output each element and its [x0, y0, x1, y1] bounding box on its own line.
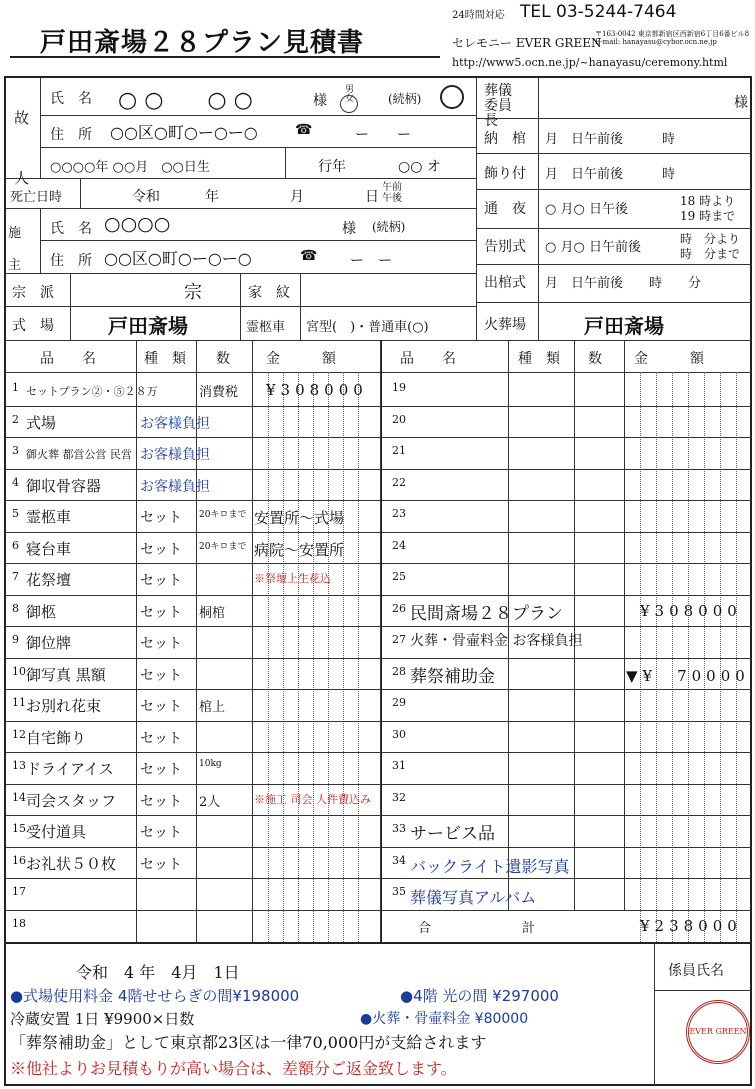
items-header-qty-right: 数 [588, 351, 602, 367]
phone-icon: ☎ [295, 122, 313, 138]
schedule-row-label: 出棺式 [484, 275, 526, 291]
item-kind: セット [140, 636, 182, 652]
divider [654, 942, 655, 1086]
divider [285, 147, 286, 178]
divider [6, 469, 752, 470]
death-date-label: 死亡日時 [10, 190, 63, 205]
items-header-amount-right: 金 額 [634, 351, 704, 367]
item-quantity: 桐棺 [199, 605, 226, 621]
item-number: 12 [12, 727, 26, 741]
note-refund: ※他社よりお見積もりが高い場合は、差額分ご返金致します。 [10, 1059, 457, 1078]
schedule-row-label: 納 棺 [484, 131, 526, 147]
item-number: 25 [392, 570, 406, 583]
estimate-date: 令和 4 年 4月 1日 [76, 963, 240, 982]
item-quantity: 10kg [199, 759, 222, 769]
schedule-row-value: 月 日午前後 時 分 [545, 276, 702, 291]
note-hikari-fee: ●4階 光の間 ¥297000 [400, 987, 559, 1005]
deceased-section-text: 故人 [14, 109, 30, 187]
item-name: 葬儀写真アルバム [410, 888, 537, 907]
item-name: 受付道具 [26, 823, 87, 841]
death-ampm: 午前 午後 [382, 182, 402, 204]
item-amount: ¥308000 [640, 601, 742, 620]
divider [40, 78, 41, 178]
hearse-value: 宮型( )・普通車(○) [306, 320, 429, 335]
divider [6, 208, 476, 209]
item-amount: 病院～安置所 [254, 540, 345, 559]
schedule-row-to: 時 分まで [680, 247, 741, 261]
divider [240, 273, 241, 340]
item-name: 式場 [26, 413, 57, 432]
item-number: 4 [12, 475, 19, 489]
items-header-qty: 数 [216, 351, 230, 367]
divider [300, 306, 301, 340]
chief-tel-dash: ー ー [350, 253, 392, 269]
item-number: 28 [392, 664, 406, 678]
item-name: 御位牌 [26, 634, 72, 652]
item-amount: ¥308000 [266, 381, 368, 399]
item-number: 1 [12, 381, 19, 394]
item-number: 6 [12, 538, 19, 552]
divider [6, 178, 476, 179]
item-quantity: 20キロまで [199, 510, 247, 520]
item-kind: お客様負担 [140, 415, 210, 432]
item-number: 30 [392, 727, 406, 741]
item-name: サービス品 [410, 824, 495, 844]
item-name: 民間斎場２８プラン [410, 603, 563, 624]
company-stamp [686, 1000, 750, 1064]
divider [654, 990, 752, 991]
deceased-name-label: 氏 名 [50, 91, 92, 107]
item-name: 花祭壇 [26, 571, 72, 589]
item-quantity: 20キロまで [199, 541, 247, 552]
item-number: 19 [392, 381, 406, 394]
deceased-address-value: ○○区○町○ー○ー○ [110, 123, 258, 142]
schedule-row-value: 月 日午前後 時 [545, 132, 676, 147]
item-number: 33 [392, 822, 406, 835]
item-name: 御火葬 都営公営 民営 [26, 448, 132, 461]
relation-circle [440, 85, 464, 109]
total-label: 合 計 [418, 920, 536, 936]
phone-icon: ☎ [300, 248, 318, 264]
schedule-row-value: 月 日午前後 時 [545, 167, 676, 182]
hearse-label: 霊柩車 [246, 320, 286, 335]
age-label: 行年 [318, 159, 346, 175]
item-amount: ※施工 司会 人件費込み [254, 792, 371, 806]
item-number: 14 [12, 790, 26, 804]
schedule-row-value: ○ 月○ 日午前後 [545, 240, 641, 255]
item-number: 18 [12, 916, 26, 930]
venue-value: 戸田斎場 [108, 314, 188, 338]
items-header-name: 品 名 [40, 351, 96, 367]
schedule-row-from: 時 分より [680, 232, 741, 246]
item-name: 御柩 [26, 602, 57, 621]
item-number: 27 [392, 633, 406, 646]
gender-selector: 男女 [345, 85, 355, 104]
item-amount: ▼¥ 70000 [626, 666, 750, 685]
company-address: 〒163-0042 東京都新宿区西新宿6丁目6番ビル8 E-mail: hanayasu@cybor.ocn.ne.jp [595, 30, 750, 46]
item-amount: 安置所～式場 [254, 509, 345, 527]
item-kind: お客様負担 [140, 478, 210, 495]
venue-label: 式 場 [12, 318, 54, 334]
item-number: 32 [392, 790, 406, 804]
divider [6, 689, 752, 690]
divider [6, 942, 752, 944]
divider [40, 147, 476, 148]
item-number: 7 [12, 570, 19, 583]
divider [6, 273, 476, 274]
schedule-row-value: ○ 月○ 日午後 [545, 202, 628, 217]
item-number: 20 [392, 412, 406, 426]
item-name: 御写真 黒額 [26, 665, 106, 684]
item-kind: セット [140, 730, 182, 747]
chief-address-value: ○○区○町○ー○ー○ [104, 249, 252, 268]
religion-value: 宗 [184, 282, 202, 303]
divider [508, 340, 509, 910]
chair-label: 葬儀委員長 [484, 83, 512, 129]
item-number: 3 [12, 444, 19, 457]
schedule-row-label: 告別式 [484, 239, 526, 255]
chair-honorific: 様 [734, 95, 748, 111]
divider [6, 910, 752, 911]
schedule-row-label: 通 夜 [484, 201, 526, 217]
item-number: 29 [392, 696, 406, 709]
divider [40, 208, 41, 273]
schedule-row-from: 18 時より [680, 194, 736, 208]
divider [252, 340, 253, 942]
divider [6, 340, 752, 341]
deceased-birth: ○○○○年 ○○月 ○○日生 [50, 160, 210, 175]
item-name: 司会スタッフ [26, 791, 117, 810]
death-month: 月 [290, 189, 304, 205]
death-era: 令和 [132, 189, 160, 205]
item-kind: セット [140, 573, 182, 589]
divider [136, 340, 137, 942]
item-number: 22 [392, 475, 406, 489]
gender-circle [340, 95, 358, 113]
items-header-name-right: 品 名 [400, 351, 456, 367]
divider [476, 189, 752, 190]
divider [40, 115, 476, 116]
note-cremation-fee: ●火葬・骨壷料金 ¥80000 [360, 1011, 529, 1027]
item-number: 2 [12, 412, 19, 426]
crest-label: 家 紋 [248, 285, 290, 301]
items-header-kind: 種 類 [144, 351, 186, 367]
item-number: 5 [12, 507, 19, 520]
deceased-honorific: 様 [313, 93, 327, 109]
divider [6, 532, 752, 533]
item-kind: セット [140, 510, 182, 526]
item-number: 31 [392, 759, 406, 772]
chief-address-label: 住 所 [50, 253, 92, 269]
divider [6, 847, 752, 848]
divider [6, 306, 476, 307]
divider [80, 178, 81, 208]
items-header-amount: 金 額 [266, 351, 336, 367]
divider [574, 340, 575, 910]
item-number: 16 [12, 853, 26, 867]
hours-label: 24時間対応 [452, 10, 505, 21]
divider [300, 273, 301, 306]
item-name: 火葬・骨壷料金 お客様負担 [410, 633, 583, 649]
chief-name-value: ○○○○ [104, 213, 171, 235]
item-number: 24 [392, 538, 406, 552]
item-name: お礼状５０枚 [26, 854, 117, 873]
item-name: バックライト遺影写真 [410, 856, 570, 876]
item-number: 15 [12, 822, 26, 835]
staff-label: 係員氏名 [668, 963, 724, 979]
item-name: 自宅飾り [26, 728, 87, 747]
religion-label: 宗 派 [12, 285, 54, 301]
crematorium-value: 戸田斎場 [584, 314, 664, 338]
item-name: 霊柩車 [26, 508, 72, 526]
item-kind: セット [140, 604, 182, 621]
note-subsidy: 「葬祭補助金」として東京都23区は一律70,000円が支給されます [10, 1033, 487, 1052]
item-name: 寝台車 [26, 539, 72, 558]
item-number: 8 [12, 601, 19, 615]
divider [476, 302, 752, 303]
divider [6, 815, 752, 816]
item-number: 26 [392, 601, 406, 615]
document-title: 戸田斎場２８プラン見積書 [40, 28, 365, 58]
phone-number: TEL 03-5244-7464 [520, 2, 677, 22]
divider [6, 658, 752, 659]
schedule-row-to: 19 時まで [680, 209, 736, 223]
item-name: セットプラン②・⑤２８万 [26, 385, 158, 398]
divider [6, 500, 752, 501]
item-kind: セット [140, 699, 182, 715]
item-number: 9 [12, 633, 19, 646]
item-number: 13 [12, 759, 26, 772]
item-kind: セット [140, 762, 182, 778]
divider [380, 340, 381, 942]
age-value: ○○ オ [398, 159, 441, 175]
note-cold-storage: 冷蔵安置 1日 ¥9900×日数 [10, 1010, 195, 1028]
item-quantity: 2人 [199, 794, 221, 810]
item-kind: セット [140, 856, 182, 873]
item-name: 御収骨容器 [26, 476, 102, 495]
divider [6, 437, 752, 438]
item-quantity: 消費税 [199, 385, 239, 400]
divider [6, 595, 752, 596]
total-amount: ¥238000 [640, 916, 742, 935]
item-kind: セット [140, 541, 182, 558]
company-name: セレモニー EVER GREEN [452, 36, 602, 50]
header [0, 0, 755, 76]
divider [624, 340, 625, 910]
item-number: 11 [12, 696, 26, 709]
item-kind: お客様負担 [140, 447, 210, 463]
chief-name-label: 氏 名 [50, 221, 92, 237]
item-number: 10 [12, 664, 26, 678]
stamp-text: EVER GREEN [689, 1027, 747, 1036]
divider [6, 878, 752, 879]
death-year: 年 [205, 189, 219, 205]
deceased-address-label: 住 所 [50, 127, 92, 143]
divider [40, 240, 476, 241]
deceased-name-value: ○ ○ ○ ○ [118, 88, 253, 113]
chief-honorific: 様 [342, 221, 356, 237]
divider [476, 264, 752, 265]
item-name: 葬祭補助金 [410, 666, 495, 687]
items-header-kind-right: 種 類 [518, 351, 560, 367]
item-kind: セット [140, 667, 182, 684]
divider [476, 228, 752, 229]
divider [70, 273, 71, 340]
note-venue-fee: ●式場使用料金 4階せせらぎの間¥198000 [10, 987, 300, 1005]
divider [6, 784, 752, 785]
death-day: 日 [365, 189, 379, 205]
deceased-relation: (続柄) [388, 92, 422, 106]
crematorium-label: 火葬場 [484, 317, 526, 333]
title-underline [10, 56, 440, 58]
company-url: http://www5.ocn.ne.jp/~hanayasu/ceremony.html [452, 56, 728, 69]
divider [6, 563, 752, 564]
item-name: お別れ花束 [26, 697, 102, 715]
chief-section-label: 施主 [8, 226, 22, 273]
divider [6, 721, 752, 722]
divider [6, 626, 752, 627]
divider [6, 752, 752, 753]
item-quantity: 棺上 [199, 700, 226, 715]
item-kind: セット [140, 825, 182, 841]
item-amount: ※祭壇上生花込 [254, 572, 331, 585]
divider [6, 406, 752, 407]
deceased-tel-dash: ー ー [355, 127, 411, 143]
item-number: 34 [392, 853, 406, 867]
chief-relation: (続柄) [372, 220, 406, 234]
item-number: 35 [392, 885, 406, 898]
schedule-row-label: 飾り付 [484, 166, 526, 182]
item-number: 21 [392, 444, 406, 457]
item-kind: セット [140, 793, 182, 810]
divider [476, 153, 752, 154]
item-number: 17 [12, 885, 26, 898]
item-number: 23 [392, 507, 406, 520]
item-name: ドライアイス [26, 760, 114, 778]
